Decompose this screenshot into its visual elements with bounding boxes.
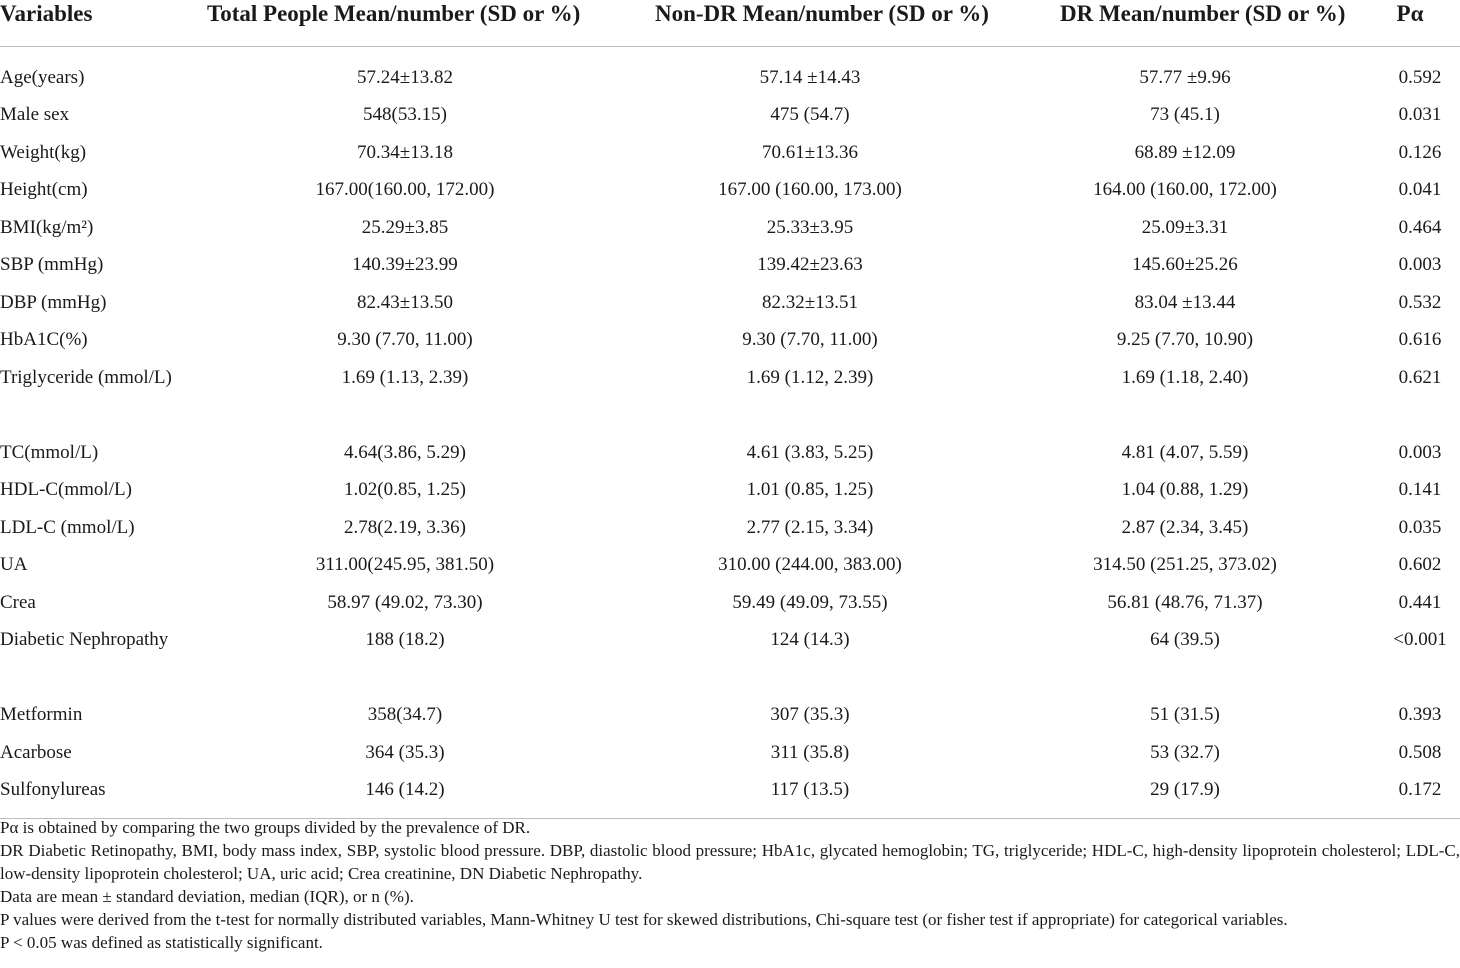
variable-cell: Weight(kg) [0, 141, 87, 163]
non-dr-cell: 57.14 ±14.43 [759, 67, 861, 88]
header-dr: DR Mean/number (SD or %) [1010, 0, 1360, 47]
table-row [0, 514, 1460, 552]
table-row [0, 214, 1460, 252]
p-value-cell: 0.508 [1398, 741, 1442, 763]
table-row [0, 326, 1460, 364]
p-value-cell: 0.602 [1398, 554, 1442, 575]
dr-cell: 25.09±3.31 [1141, 216, 1229, 238]
total-cell: 58.97 (49.02, 73.30) [327, 591, 483, 613]
table-row [0, 776, 1460, 819]
total-cell: 146 (14.2) [200, 776, 610, 819]
variable-cell: BMI(kg/m²) [0, 216, 94, 238]
variable-cell: Height(cm) [0, 179, 88, 200]
non-dr-cell: 1.01 (0.85, 1.25) [746, 479, 874, 500]
variable-cell: Age(years) [0, 67, 85, 88]
variable-cell: Acarbose [0, 741, 72, 763]
table-row [0, 176, 1460, 214]
total-cell: 57.24±13.82 [357, 67, 453, 88]
total-cell: 188 (18.2) [365, 629, 445, 650]
p-value-cell: 0.621 [1398, 366, 1442, 388]
non-dr-cell: 117 (13.5) [610, 776, 1010, 819]
total-cell: 2.78(2.19, 3.36) [344, 516, 466, 538]
variable-cell: Male sex [0, 104, 70, 125]
table-header [0, 0, 1460, 47]
total-cell: 82.43±13.50 [357, 291, 453, 313]
total-cell: 9.30 (7.70, 11.00) [337, 329, 473, 350]
non-dr-cell: 59.49 (49.09, 73.55) [732, 591, 888, 613]
dr-cell: 64 (39.5) [1150, 629, 1220, 650]
table-row [0, 551, 1460, 589]
non-dr-cell: 310.00 (244.00, 383.00) [718, 554, 902, 575]
table-row [0, 439, 1460, 477]
table-row [0, 701, 1460, 739]
footnote-p-alpha: Pα is obtained by comparing the two groups divided by the prevalence of DR. [0, 818, 531, 837]
p-value-cell: 0.141 [1398, 479, 1442, 500]
table-row [0, 739, 1460, 777]
dr-cell: 145.60±25.26 [1132, 254, 1238, 275]
non-dr-cell: 1.69 (1.12, 2.39) [746, 366, 874, 388]
dr-cell: 29 (17.9) [1010, 776, 1360, 819]
footnote-data-format: Data are mean ± standard deviation, median (IQR), or n (%). [0, 887, 414, 906]
variable-cell: TC(mmol/L) [0, 441, 99, 463]
non-dr-cell: 311 (35.8) [770, 741, 850, 763]
total-cell: 1.69 (1.13, 2.39) [341, 366, 469, 388]
p-value-cell: 0.041 [1398, 179, 1442, 200]
dr-cell: 53 (32.7) [1150, 741, 1220, 763]
table-row [0, 289, 1460, 327]
table-body [0, 47, 1460, 819]
p-value-cell: 0.031 [1398, 104, 1442, 125]
variable-cell: HDL-C(mmol/L) [0, 479, 132, 500]
p-value-cell: 0.532 [1398, 291, 1442, 313]
total-cell: 358(34.7) [367, 704, 443, 725]
dr-cell: 9.25 (7.70, 10.90) [1116, 329, 1254, 350]
total-cell: 4.64(3.86, 5.29) [344, 441, 466, 463]
total-cell: 25.29±3.85 [361, 216, 449, 238]
variable-cell: SBP (mmHg) [0, 254, 104, 275]
p-value-cell: 0.616 [1398, 329, 1442, 350]
variable-cell: Crea [0, 591, 36, 613]
table-row [0, 589, 1460, 627]
non-dr-cell: 139.42±23.63 [757, 254, 863, 275]
total-cell: 140.39±23.99 [352, 254, 458, 275]
dr-cell: 57.77 ±9.96 [1139, 67, 1231, 88]
dr-cell: 314.50 (251.25, 373.02) [1093, 554, 1277, 575]
non-dr-cell: 25.33±3.95 [766, 216, 854, 238]
dr-cell: 2.87 (2.34, 3.45) [1121, 516, 1249, 538]
total-cell: 70.34±13.18 [357, 141, 453, 163]
variable-cell: Diabetic Nephropathy [0, 629, 169, 650]
non-dr-cell: 4.61 (3.83, 5.25) [746, 441, 874, 463]
table-row [0, 101, 1460, 139]
dr-cell: 83.04 ±13.44 [1134, 291, 1236, 313]
dr-cell: 1.04 (0.88, 1.29) [1121, 479, 1249, 500]
dr-cell: 1.69 (1.18, 2.40) [1121, 366, 1249, 388]
variable-cell: Triglyceride (mmol/L) [0, 366, 172, 388]
variable-cell: UA [0, 554, 28, 575]
p-value-cell: 0.003 [1398, 441, 1442, 463]
total-cell: 1.02(0.85, 1.25) [344, 479, 466, 500]
footnote-abbreviations: DR Diabetic Retinopathy, BMI, body mass index, SBP, systolic blood pressure. DBP, diastolic blood pressure; HbA1c, glycated hemoglobin; TG, triglyceride; HDL-C, high-density lipoprotein cholesterol; LDL-C, low-density lipoprotein cholesterol; UA, uric acid; Crea creatinine, DN Diabetic Nephropathy. [0, 841, 1460, 883]
variable-cell: DBP (mmHg) [0, 291, 107, 313]
dr-cell: 73 (45.1) [1150, 104, 1220, 125]
non-dr-cell: 167.00 (160.00, 173.00) [718, 179, 902, 200]
footnote-statistical-tests: P values were derived from the t-test for normally distributed variables, Mann-Whitney U test for skewed distributions, Chi-square test (or fisher test if appropriate) for categorical variables. [0, 910, 1288, 929]
total-cell: 548(53.15) [363, 104, 447, 125]
header-non-dr: Non-DR Mean/number (SD or %) [610, 0, 1010, 47]
table-row [0, 47, 1460, 102]
p-value-cell: 0.464 [1398, 216, 1442, 238]
non-dr-cell: 307 (35.3) [770, 704, 850, 725]
header-variables: Variables [0, 0, 200, 47]
p-value-cell: 0.126 [1398, 141, 1442, 163]
table-footnotes [0, 816, 1460, 954]
dr-cell: 4.81 (4.07, 5.59) [1121, 441, 1249, 463]
p-value-cell: 0.592 [1398, 67, 1442, 88]
non-dr-cell: 2.77 (2.15, 3.34) [746, 516, 874, 538]
variable-cell: Metformin [0, 704, 83, 725]
dr-cell: 68.89 ±12.09 [1134, 141, 1236, 163]
p-value-cell: 0.003 [1398, 254, 1442, 275]
total-cell: 364 (35.3) [365, 741, 445, 763]
non-dr-cell: 82.32±13.51 [762, 291, 858, 313]
table-row [0, 139, 1460, 177]
header-row [0, 0, 1460, 47]
header-total-people: Total People Mean/number (SD or %) [200, 0, 610, 47]
dr-cell: 51 (31.5) [1150, 704, 1220, 725]
dr-cell: 164.00 (160.00, 172.00) [1093, 179, 1277, 200]
variable-cell: LDL-C (mmol/L) [0, 516, 135, 538]
p-value-cell: 0.441 [1398, 591, 1442, 613]
table-row [0, 251, 1460, 289]
p-value-cell: 0.035 [1398, 516, 1442, 538]
non-dr-cell: 9.30 (7.70, 11.00) [742, 329, 878, 350]
non-dr-cell: 70.61±13.36 [762, 141, 858, 163]
variable-cell: HbA1C(%) [0, 329, 88, 350]
table-row [0, 626, 1460, 701]
variable-cell: Sulfonylureas [0, 776, 200, 819]
p-value-cell: <0.001 [1393, 629, 1447, 650]
table-row [0, 364, 1460, 439]
total-cell: 167.00(160.00, 172.00) [315, 179, 495, 200]
total-cell: 311.00(245.95, 381.50) [315, 554, 495, 575]
table-row [0, 476, 1460, 514]
p-value-cell: 0.172 [1360, 776, 1460, 819]
non-dr-cell: 475 (54.7) [770, 104, 850, 125]
footnote-significance: P < 0.05 was defined as statistically significant. [0, 933, 323, 952]
non-dr-cell: 124 (14.3) [770, 629, 850, 650]
dr-cell: 56.81 (48.76, 71.37) [1107, 591, 1263, 613]
header-p-value: Pα [1360, 0, 1460, 47]
p-value-cell: 0.393 [1398, 704, 1442, 725]
